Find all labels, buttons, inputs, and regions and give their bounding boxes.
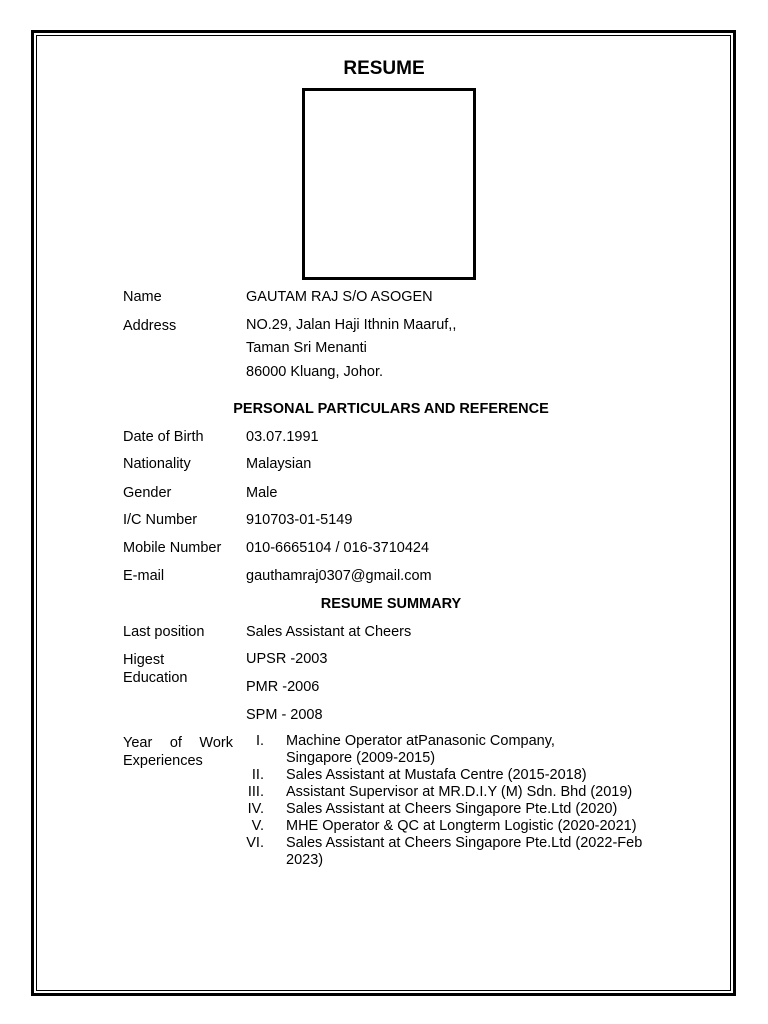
personal-row bbox=[123, 456, 311, 472]
experience-number: VI. bbox=[246, 835, 264, 851]
experience-number: III. bbox=[247, 784, 264, 800]
experience-label: Year of Work Experiences bbox=[123, 735, 233, 769]
last-position-label: Last position bbox=[123, 624, 205, 640]
nationality-value: Malaysian bbox=[246, 456, 312, 472]
email-label: E-mail bbox=[123, 568, 165, 584]
education-label: Higest Education bbox=[123, 652, 188, 686]
address-label: Address bbox=[123, 318, 177, 334]
experience-item bbox=[240, 801, 680, 818]
name-row bbox=[123, 289, 433, 305]
personal-row bbox=[123, 512, 352, 528]
gender-label: Gender bbox=[123, 485, 172, 501]
experience-item bbox=[240, 733, 680, 767]
email-value: gauthamraj0307@gmail.com bbox=[246, 568, 432, 584]
experience-item bbox=[240, 767, 680, 784]
resume-title: RESUME bbox=[343, 58, 425, 79]
photo-placeholder bbox=[302, 88, 476, 280]
education-item: SPM - 2008 bbox=[246, 707, 323, 723]
address-line: 86000 Kluang, Johor. bbox=[246, 364, 384, 380]
last-position-row bbox=[123, 624, 411, 640]
personal-row bbox=[123, 540, 429, 556]
personal-row bbox=[123, 429, 319, 445]
experience-number: V. bbox=[251, 818, 264, 834]
mobile-number-label: Mobile Number bbox=[123, 540, 222, 556]
experience-text: MHE Operator & QC at Longterm Logistic (2020-2021) bbox=[286, 818, 637, 834]
experience-number: IV. bbox=[247, 801, 264, 817]
experience-item bbox=[240, 784, 680, 801]
experience-list bbox=[240, 733, 680, 869]
experience-text: Assistant Supervisor at MR.D.I.Y (M) Sdn. Bhd (2019) bbox=[286, 784, 633, 800]
experience-text: Machine Operator atPanasonic Company, Singapore (2009-2015) bbox=[286, 733, 555, 766]
address-line: Taman Sri Menanti bbox=[246, 340, 367, 356]
personal-row bbox=[123, 568, 432, 584]
experience-item bbox=[240, 818, 680, 835]
resume-summary-heading: RESUME SUMMARY bbox=[320, 596, 462, 612]
personal-particulars-heading: PERSONAL PARTICULARS AND REFERENCE bbox=[233, 401, 549, 417]
education-item: PMR -2006 bbox=[246, 679, 320, 695]
name-label: Name bbox=[123, 289, 162, 305]
experience-number: II. bbox=[251, 767, 264, 783]
experience-text: Sales Assistant at Mustafa Centre (2015-2018) bbox=[286, 767, 587, 783]
personal-row bbox=[123, 485, 277, 501]
gender-value: Male bbox=[246, 485, 278, 501]
experience-number: I. bbox=[255, 733, 264, 749]
dob-label: Date of Birth bbox=[123, 429, 204, 445]
experience-item bbox=[240, 835, 680, 869]
dob-value: 03.07.1991 bbox=[246, 429, 319, 445]
name-value: GAUTAM RAJ S/O ASOGEN bbox=[246, 289, 433, 305]
experience-text: Sales Assistant at Cheers Singapore Pte.Ltd (2022-Feb 2023) bbox=[286, 835, 643, 868]
experience-text: Sales Assistant at Cheers Singapore Pte.Ltd (2020) bbox=[286, 801, 618, 817]
last-position-value: Sales Assistant at Cheers bbox=[246, 624, 412, 640]
address-line: NO.29, Jalan Haji Ithnin Maaruf,, bbox=[246, 317, 457, 333]
mobile-number-value: 010-6665104 / 016-3710424 bbox=[246, 540, 430, 556]
education-item: UPSR -2003 bbox=[246, 651, 328, 667]
ic-number-label: I/C Number bbox=[123, 512, 198, 528]
ic-number-value: 910703-01-5149 bbox=[246, 512, 353, 528]
nationality-label: Nationality bbox=[123, 456, 191, 472]
